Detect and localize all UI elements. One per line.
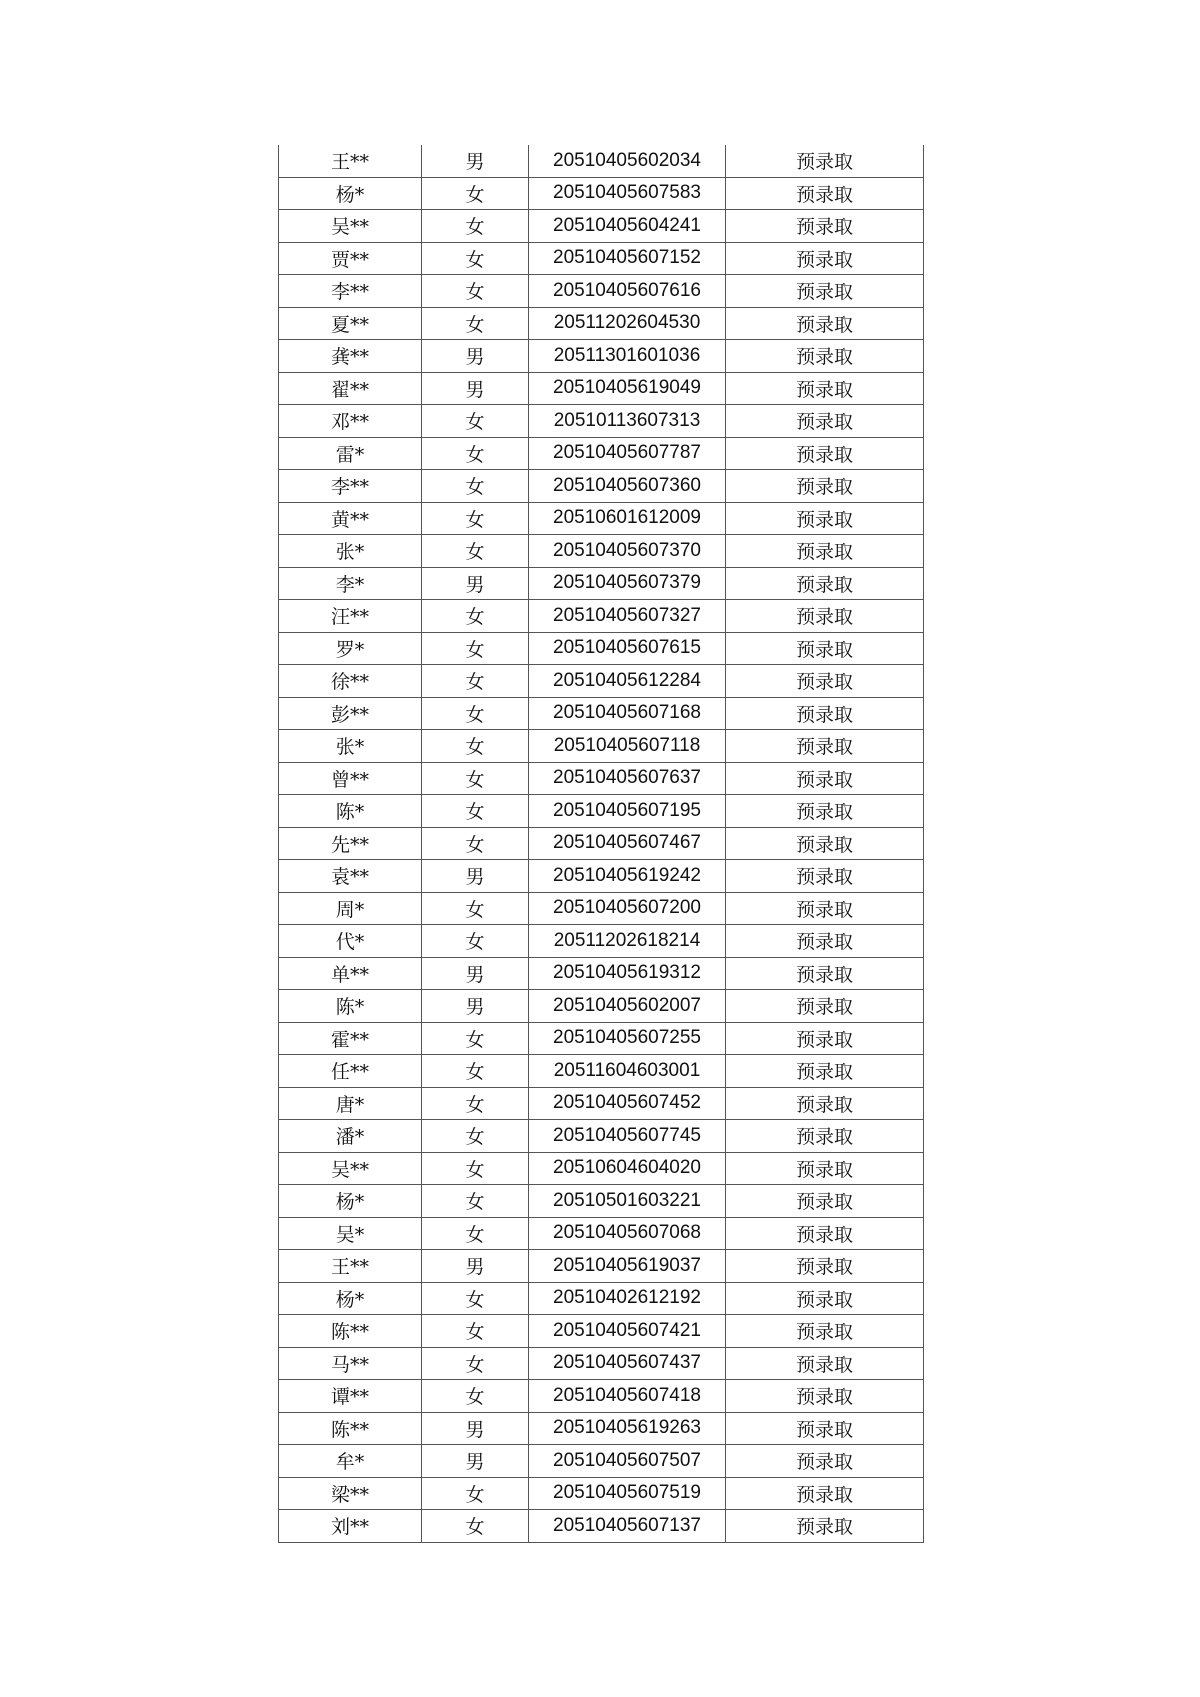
gender-cell: 女 [422, 210, 529, 243]
name-cell: 张* [279, 535, 422, 568]
name-cell: 陈* [279, 990, 422, 1023]
candidate-id-cell: 20510405607452 [529, 1087, 726, 1120]
gender-cell: 女 [422, 1120, 529, 1153]
gender-cell: 女 [422, 405, 529, 438]
candidate-id-cell: 20510405607370 [529, 535, 726, 568]
gender-cell: 女 [422, 1282, 529, 1315]
gender-cell: 女 [422, 242, 529, 275]
gender-cell: 男 [422, 340, 529, 373]
name-cell: 彭** [279, 697, 422, 730]
table-row [279, 600, 924, 633]
name-cell: 任** [279, 1055, 422, 1088]
candidate-id-cell: 20510405619312 [529, 957, 726, 990]
name-cell: 汪** [279, 600, 422, 633]
name-cell: 牟* [279, 1445, 422, 1478]
name-cell: 袁** [279, 860, 422, 893]
status-cell: 预录取 [726, 1282, 924, 1315]
candidate-id-cell: 20510405604241 [529, 210, 726, 243]
status-cell: 预录取 [726, 665, 924, 698]
table-row [279, 567, 924, 600]
candidate-id-cell: 20511202604530 [529, 307, 726, 340]
gender-cell: 女 [422, 1152, 529, 1185]
status-cell: 预录取 [726, 567, 924, 600]
table-row [279, 632, 924, 665]
name-cell: 杨* [279, 177, 422, 210]
candidate-id-cell: 20510604604020 [529, 1152, 726, 1185]
gender-cell: 女 [422, 470, 529, 503]
table-row [279, 210, 924, 243]
table-row [279, 1510, 924, 1543]
table-row [279, 307, 924, 340]
status-cell: 预录取 [726, 632, 924, 665]
candidate-id-cell: 20510405619037 [529, 1250, 726, 1283]
name-cell: 吴** [279, 1152, 422, 1185]
candidate-id-cell: 20510405607507 [529, 1445, 726, 1478]
status-cell: 预录取 [726, 405, 924, 438]
gender-cell: 女 [422, 795, 529, 828]
candidate-id-cell: 20510405619049 [529, 372, 726, 405]
name-cell: 杨* [279, 1282, 422, 1315]
candidate-id-cell: 20510405607519 [529, 1477, 726, 1510]
status-cell: 预录取 [726, 827, 924, 860]
candidate-id-cell: 20510405607137 [529, 1510, 726, 1543]
gender-cell: 女 [422, 1380, 529, 1413]
status-cell: 预录取 [726, 1477, 924, 1510]
candidate-id-cell: 20511301601036 [529, 340, 726, 373]
name-cell: 陈* [279, 795, 422, 828]
status-cell: 预录取 [726, 502, 924, 535]
candidate-id-cell: 20510405619263 [529, 1412, 726, 1445]
gender-cell: 女 [422, 535, 529, 568]
candidate-id-cell: 20510405607118 [529, 730, 726, 763]
table-row [279, 177, 924, 210]
status-cell: 预录取 [726, 1087, 924, 1120]
table-row [279, 372, 924, 405]
status-cell: 预录取 [726, 307, 924, 340]
candidate-id-cell: 20510405607168 [529, 697, 726, 730]
candidate-id-cell: 20510405607327 [529, 600, 726, 633]
candidate-id-cell: 20510405607616 [529, 275, 726, 308]
gender-cell: 女 [422, 1217, 529, 1250]
status-cell: 预录取 [726, 535, 924, 568]
gender-cell: 男 [422, 860, 529, 893]
status-cell: 预录取 [726, 892, 924, 925]
gender-cell: 女 [422, 697, 529, 730]
status-cell: 预录取 [726, 437, 924, 470]
table-row [279, 242, 924, 275]
gender-cell: 女 [422, 600, 529, 633]
table-row [279, 1445, 924, 1478]
candidate-id-cell: 20510405607467 [529, 827, 726, 860]
table-row [279, 1380, 924, 1413]
name-cell: 李** [279, 275, 422, 308]
name-cell: 谭** [279, 1380, 422, 1413]
gender-cell: 女 [422, 275, 529, 308]
table-row [279, 340, 924, 373]
status-cell: 预录取 [726, 600, 924, 633]
gender-cell: 女 [422, 827, 529, 860]
status-cell: 预录取 [726, 1250, 924, 1283]
status-cell: 预录取 [726, 925, 924, 958]
name-cell: 龚** [279, 340, 422, 373]
candidate-id-cell: 20510405607200 [529, 892, 726, 925]
table-row [279, 957, 924, 990]
table-row [279, 697, 924, 730]
candidate-id-cell: 20511604603001 [529, 1055, 726, 1088]
table-row [279, 275, 924, 308]
candidate-id-cell: 20510405607360 [529, 470, 726, 503]
candidate-id-cell: 20510405607255 [529, 1022, 726, 1055]
gender-cell: 男 [422, 957, 529, 990]
candidate-id-cell: 20510405602007 [529, 990, 726, 1023]
candidate-id-cell: 20510405607068 [529, 1217, 726, 1250]
table-row [279, 1250, 924, 1283]
gender-cell: 女 [422, 1510, 529, 1543]
status-cell: 预录取 [726, 340, 924, 373]
gender-cell: 女 [422, 1347, 529, 1380]
table-row [279, 795, 924, 828]
status-cell: 预录取 [726, 177, 924, 210]
table-row [279, 827, 924, 860]
table-row [279, 1217, 924, 1250]
table-row [279, 1087, 924, 1120]
candidate-id-cell: 20510405607418 [529, 1380, 726, 1413]
gender-cell: 女 [422, 1022, 529, 1055]
table-row [279, 1055, 924, 1088]
gender-cell: 女 [422, 925, 529, 958]
name-cell: 潘* [279, 1120, 422, 1153]
table-row [279, 1022, 924, 1055]
status-cell: 预录取 [726, 1412, 924, 1445]
name-cell: 徐** [279, 665, 422, 698]
table-row [279, 535, 924, 568]
table-row [279, 860, 924, 893]
status-cell: 预录取 [726, 145, 924, 177]
table-row [279, 1282, 924, 1315]
status-cell: 预录取 [726, 470, 924, 503]
candidate-id-cell: 20510405607152 [529, 242, 726, 275]
status-cell: 预录取 [726, 1022, 924, 1055]
status-cell: 预录取 [726, 990, 924, 1023]
status-cell: 预录取 [726, 730, 924, 763]
gender-cell: 女 [422, 1315, 529, 1348]
candidate-id-cell: 20510405607195 [529, 795, 726, 828]
candidate-id-cell: 20510405607615 [529, 632, 726, 665]
status-cell: 预录取 [726, 1445, 924, 1478]
status-cell: 预录取 [726, 275, 924, 308]
gender-cell: 女 [422, 1185, 529, 1218]
name-cell: 唐* [279, 1087, 422, 1120]
name-cell: 马** [279, 1347, 422, 1380]
candidate-id-cell: 20510113607313 [529, 405, 726, 438]
gender-cell: 女 [422, 632, 529, 665]
name-cell: 王** [279, 145, 422, 177]
candidate-id-cell: 20510405619242 [529, 860, 726, 893]
candidate-id-cell: 20510405612284 [529, 665, 726, 698]
admission-table-body [279, 145, 924, 1542]
name-cell: 吴** [279, 210, 422, 243]
candidate-id-cell: 20510405602034 [529, 145, 726, 177]
table-row [279, 1347, 924, 1380]
status-cell: 预录取 [726, 372, 924, 405]
table-row [279, 405, 924, 438]
table-row [279, 892, 924, 925]
table-row [279, 1477, 924, 1510]
name-cell: 吴* [279, 1217, 422, 1250]
gender-cell: 男 [422, 145, 529, 177]
status-cell: 预录取 [726, 1315, 924, 1348]
candidate-id-cell: 20511202618214 [529, 925, 726, 958]
status-cell: 预录取 [726, 697, 924, 730]
table-row [279, 665, 924, 698]
candidate-id-cell: 20510402612192 [529, 1282, 726, 1315]
gender-cell: 女 [422, 730, 529, 763]
candidate-id-cell: 20510405607787 [529, 437, 726, 470]
candidate-id-cell: 20510405607437 [529, 1347, 726, 1380]
candidate-id-cell: 20510405607421 [529, 1315, 726, 1348]
table-row [279, 145, 924, 177]
status-cell: 预录取 [726, 1152, 924, 1185]
name-cell: 刘** [279, 1510, 422, 1543]
gender-cell: 女 [422, 502, 529, 535]
gender-cell: 男 [422, 1412, 529, 1445]
status-cell: 预录取 [726, 957, 924, 990]
status-cell: 预录取 [726, 1185, 924, 1218]
table-row [279, 925, 924, 958]
status-cell: 预录取 [726, 1380, 924, 1413]
name-cell: 邓** [279, 405, 422, 438]
name-cell: 翟** [279, 372, 422, 405]
gender-cell: 女 [422, 1087, 529, 1120]
gender-cell: 女 [422, 1477, 529, 1510]
name-cell: 罗* [279, 632, 422, 665]
table-row [279, 762, 924, 795]
gender-cell: 女 [422, 307, 529, 340]
table-row [279, 470, 924, 503]
gender-cell: 女 [422, 1055, 529, 1088]
status-cell: 预录取 [726, 860, 924, 893]
table-row [279, 730, 924, 763]
name-cell: 霍** [279, 1022, 422, 1055]
status-cell: 预录取 [726, 1510, 924, 1543]
status-cell: 预录取 [726, 1120, 924, 1153]
gender-cell: 女 [422, 665, 529, 698]
candidate-id-cell: 20510405607379 [529, 567, 726, 600]
gender-cell: 女 [422, 892, 529, 925]
name-cell: 代* [279, 925, 422, 958]
status-cell: 预录取 [726, 210, 924, 243]
table-row [279, 1152, 924, 1185]
status-cell: 预录取 [726, 1217, 924, 1250]
name-cell: 单** [279, 957, 422, 990]
gender-cell: 男 [422, 990, 529, 1023]
table-row [279, 1315, 924, 1348]
name-cell: 梁** [279, 1477, 422, 1510]
table-row [279, 1412, 924, 1445]
table-row [279, 437, 924, 470]
name-cell: 王** [279, 1250, 422, 1283]
status-cell: 预录取 [726, 795, 924, 828]
table-row [279, 502, 924, 535]
candidate-id-cell: 20510405607637 [529, 762, 726, 795]
name-cell: 先** [279, 827, 422, 860]
admission-table [278, 145, 924, 1543]
gender-cell: 女 [422, 177, 529, 210]
table-row [279, 990, 924, 1023]
gender-cell: 女 [422, 762, 529, 795]
table-row [279, 1185, 924, 1218]
name-cell: 黄** [279, 502, 422, 535]
gender-cell: 男 [422, 567, 529, 600]
name-cell: 夏** [279, 307, 422, 340]
table-row [279, 1120, 924, 1153]
name-cell: 贾** [279, 242, 422, 275]
name-cell: 雷* [279, 437, 422, 470]
status-cell: 预录取 [726, 762, 924, 795]
name-cell: 周* [279, 892, 422, 925]
gender-cell: 男 [422, 372, 529, 405]
status-cell: 预录取 [726, 1347, 924, 1380]
name-cell: 杨* [279, 1185, 422, 1218]
candidate-id-cell: 20510405607745 [529, 1120, 726, 1153]
gender-cell: 女 [422, 437, 529, 470]
status-cell: 预录取 [726, 242, 924, 275]
gender-cell: 男 [422, 1250, 529, 1283]
candidate-id-cell: 20510405607583 [529, 177, 726, 210]
candidate-id-cell: 20510601612009 [529, 502, 726, 535]
name-cell: 陈** [279, 1412, 422, 1445]
name-cell: 李* [279, 567, 422, 600]
candidate-id-cell: 20510501603221 [529, 1185, 726, 1218]
name-cell: 曾** [279, 762, 422, 795]
name-cell: 李** [279, 470, 422, 503]
gender-cell: 男 [422, 1445, 529, 1478]
name-cell: 陈** [279, 1315, 422, 1348]
status-cell: 预录取 [726, 1055, 924, 1088]
name-cell: 张* [279, 730, 422, 763]
